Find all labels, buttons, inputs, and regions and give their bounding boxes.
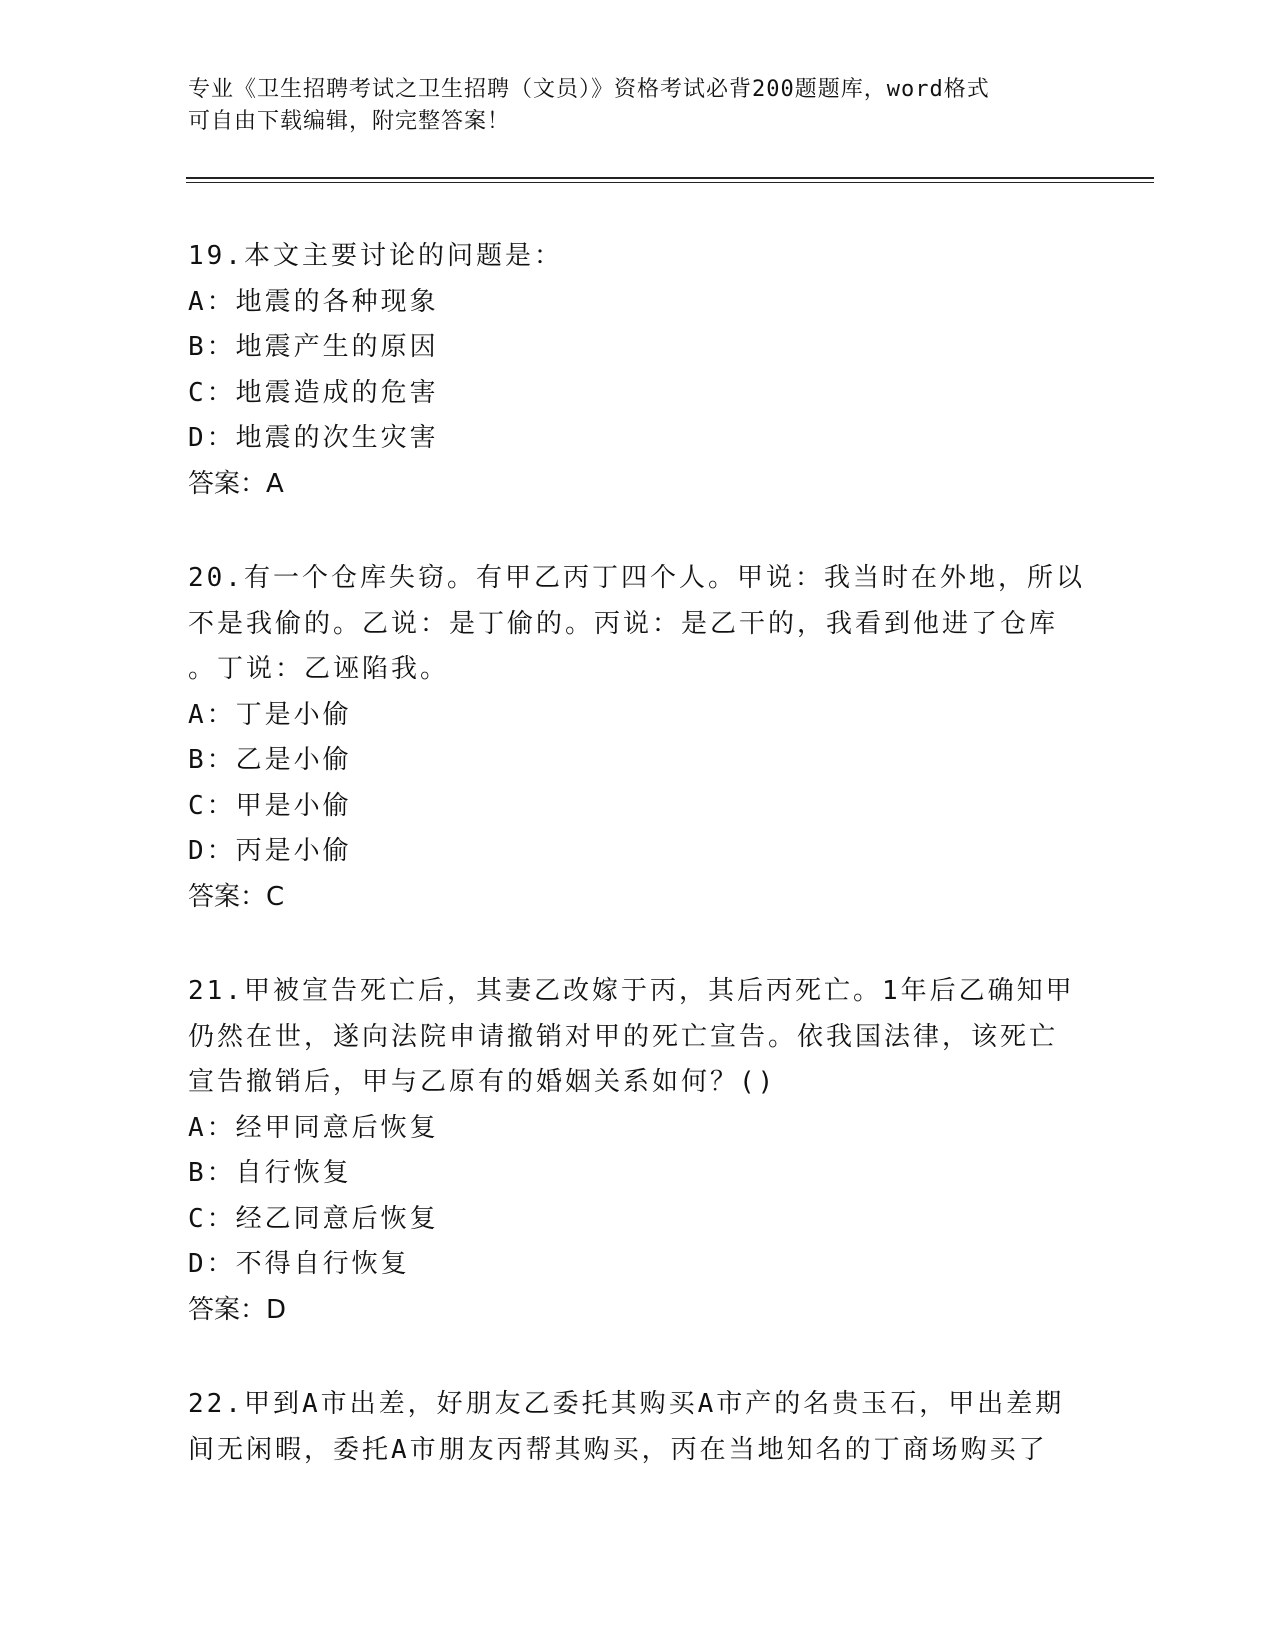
option-d: D：地震的次生灾害 [188, 423, 439, 453]
question-stem-line: 不是我偷的。乙说：是丁偷的。丙说：是乙干的，我看到他进了仓库 [188, 608, 1059, 639]
question-stem-line: 22.甲到A市出差，好朋友乙委托其购买A市产的名贵玉石，甲出差期 [188, 1389, 1065, 1419]
option-b: B：地震产生的原因 [188, 332, 439, 362]
question-stem-line: 19.本文主要讨论的问题是： [188, 241, 563, 271]
header-rule-thin [186, 182, 1154, 183]
question-22 [188, 1382, 1088, 1473]
option-c: C：经乙同意后恢复 [188, 1203, 439, 1234]
option-a: A：丁是小偷 [188, 699, 352, 730]
header-line-2: 可自由下载编辑，附完整答案！ [188, 109, 511, 134]
question-19 [188, 234, 1088, 507]
answer: 答案：C [188, 881, 285, 912]
question-stem-line: 21.甲被宣告死亡后，其妻乙改嫁于丙，其后丙死亡。1年后乙确知甲 [188, 976, 1075, 1006]
question-21 [188, 969, 1088, 1333]
option-c: C：甲是小偷 [188, 790, 352, 821]
option-c: C：地震造成的危害 [188, 377, 439, 408]
question-20 [188, 556, 1088, 920]
document-header [188, 74, 1068, 138]
question-stem-line: 20.有一个仓库失窃。有甲乙丙丁四个人。甲说：我当时在外地，所以 [188, 563, 1085, 593]
question-stem-line: 。丁说：乙诬陷我。 [188, 654, 450, 684]
answer: 答案：D [188, 1294, 287, 1325]
question-stem-line: 仍然在世，遂向法院申请撤销对甲的死亡宣告。依我国法律，该死亡 [188, 1021, 1059, 1052]
question-stem-line: 间无闲暇，委托A市朋友丙帮其购买，丙在当地知名的丁商场购买了 [188, 1434, 1048, 1465]
option-a: A：经甲同意后恢复 [188, 1112, 439, 1143]
answer: 答案：A [188, 468, 284, 499]
option-a: A：地震的各种现象 [188, 286, 439, 317]
option-b: B：乙是小偷 [188, 745, 352, 775]
option-b: B：自行恢复 [188, 1158, 352, 1188]
header-rule-thick [186, 177, 1154, 179]
question-list [188, 234, 1088, 1522]
header-line-1: 专业《卫生招聘考试之卫生招聘（文员）》资格考试必背200题题库，word格式 [188, 77, 990, 102]
option-d: D：丙是小偷 [188, 836, 352, 866]
option-d: D：不得自行恢复 [188, 1249, 410, 1279]
question-stem-line: 宣告撤销后，甲与乙原有的婚姻关系如何？() [188, 1067, 777, 1097]
